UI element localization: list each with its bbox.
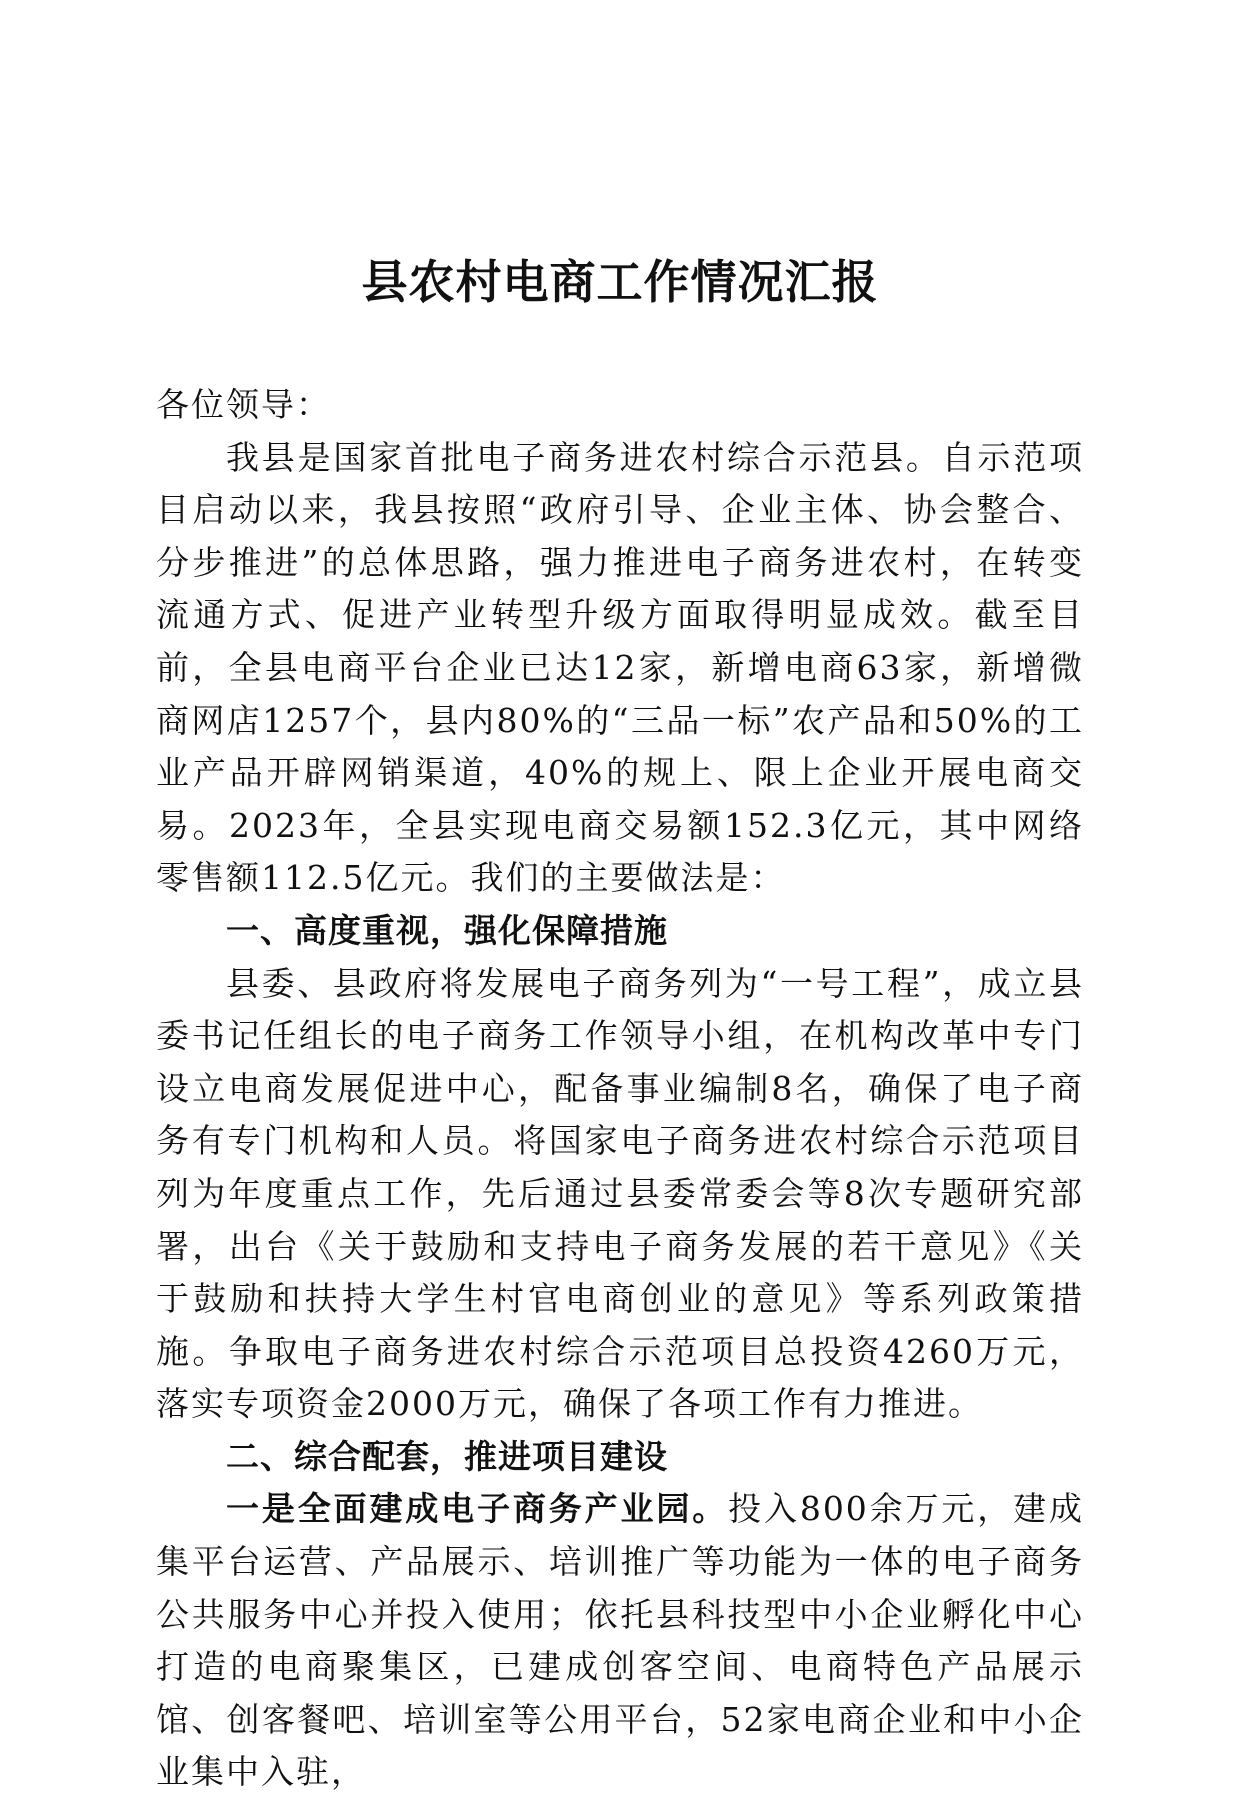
section-2-heading: 二、综合配套，推进项目建设	[226, 1436, 668, 1476]
salutation: 各位领导：	[156, 385, 331, 424]
section-2-item-1-text: 投入800余万元，建成集平台运营、产品展示、培训推广等功能为一体的电子商务公共服务中心并投入使用；依托县科技型中小企业孵化中心打造的电商聚集区，已建成创客空间、电商特色产品展示馆、创客餐吧、培训室等公用平台，52家电商企业和中小企业集中入驻，	[156, 1489, 1084, 1792]
section-2-item-1-paragraph	[156, 1483, 1084, 1799]
section-1-paragraph: 县委、县政府将发展电子商务列为“一号工程”，成立县委书记任组长的电子商务工作领导小组，在机构改革中专门设立电商发展促进中心，配备事业编制8名，确保了电子商务有专门机构和人员。将国家电子商务进农村综合示范项目列为年度重点工作，先后通过县委常委会等8次专题研究部署，出台《关于鼓励和支持电子商务发展的若干意见》《关于鼓励和扶持大学生村官电商创业的意见》等系列政策措施。争取电子商务进农村综合示范项目总投资4260万元，落实专项资金2000万元，确保了各项工作有力推进。	[156, 963, 1084, 1424]
document-body	[156, 379, 1084, 1799]
section-1-heading: 一、高度重视，强化保障措施	[226, 910, 668, 950]
intro-paragraph: 我县是国家首批电子商务进农村综合示范县。自示范项目启动以来，我县按照“政府引导、企业主体、协会整合、分步推进”的总体思路，强力推进电子商务进农村，在转变流通方式、促进产业转型升级方面取得明显成效。截至目前，全县电商平台企业已达12家，新增电商63家，新增微商网店1257个，县内80%的“三品一标”农产品和50%的工业产品开辟网销渠道，40%的规上、限上企业开展电商交易。2023年，全县实现电商交易额152.3亿元，其中网络零售额112.5亿元。我们的主要做法是：	[156, 437, 1084, 898]
section-2-item-1-lead: 一是全面建成电子商务产业园。	[226, 1489, 729, 1529]
document-title: 县农村电商工作情况汇报	[361, 255, 879, 309]
